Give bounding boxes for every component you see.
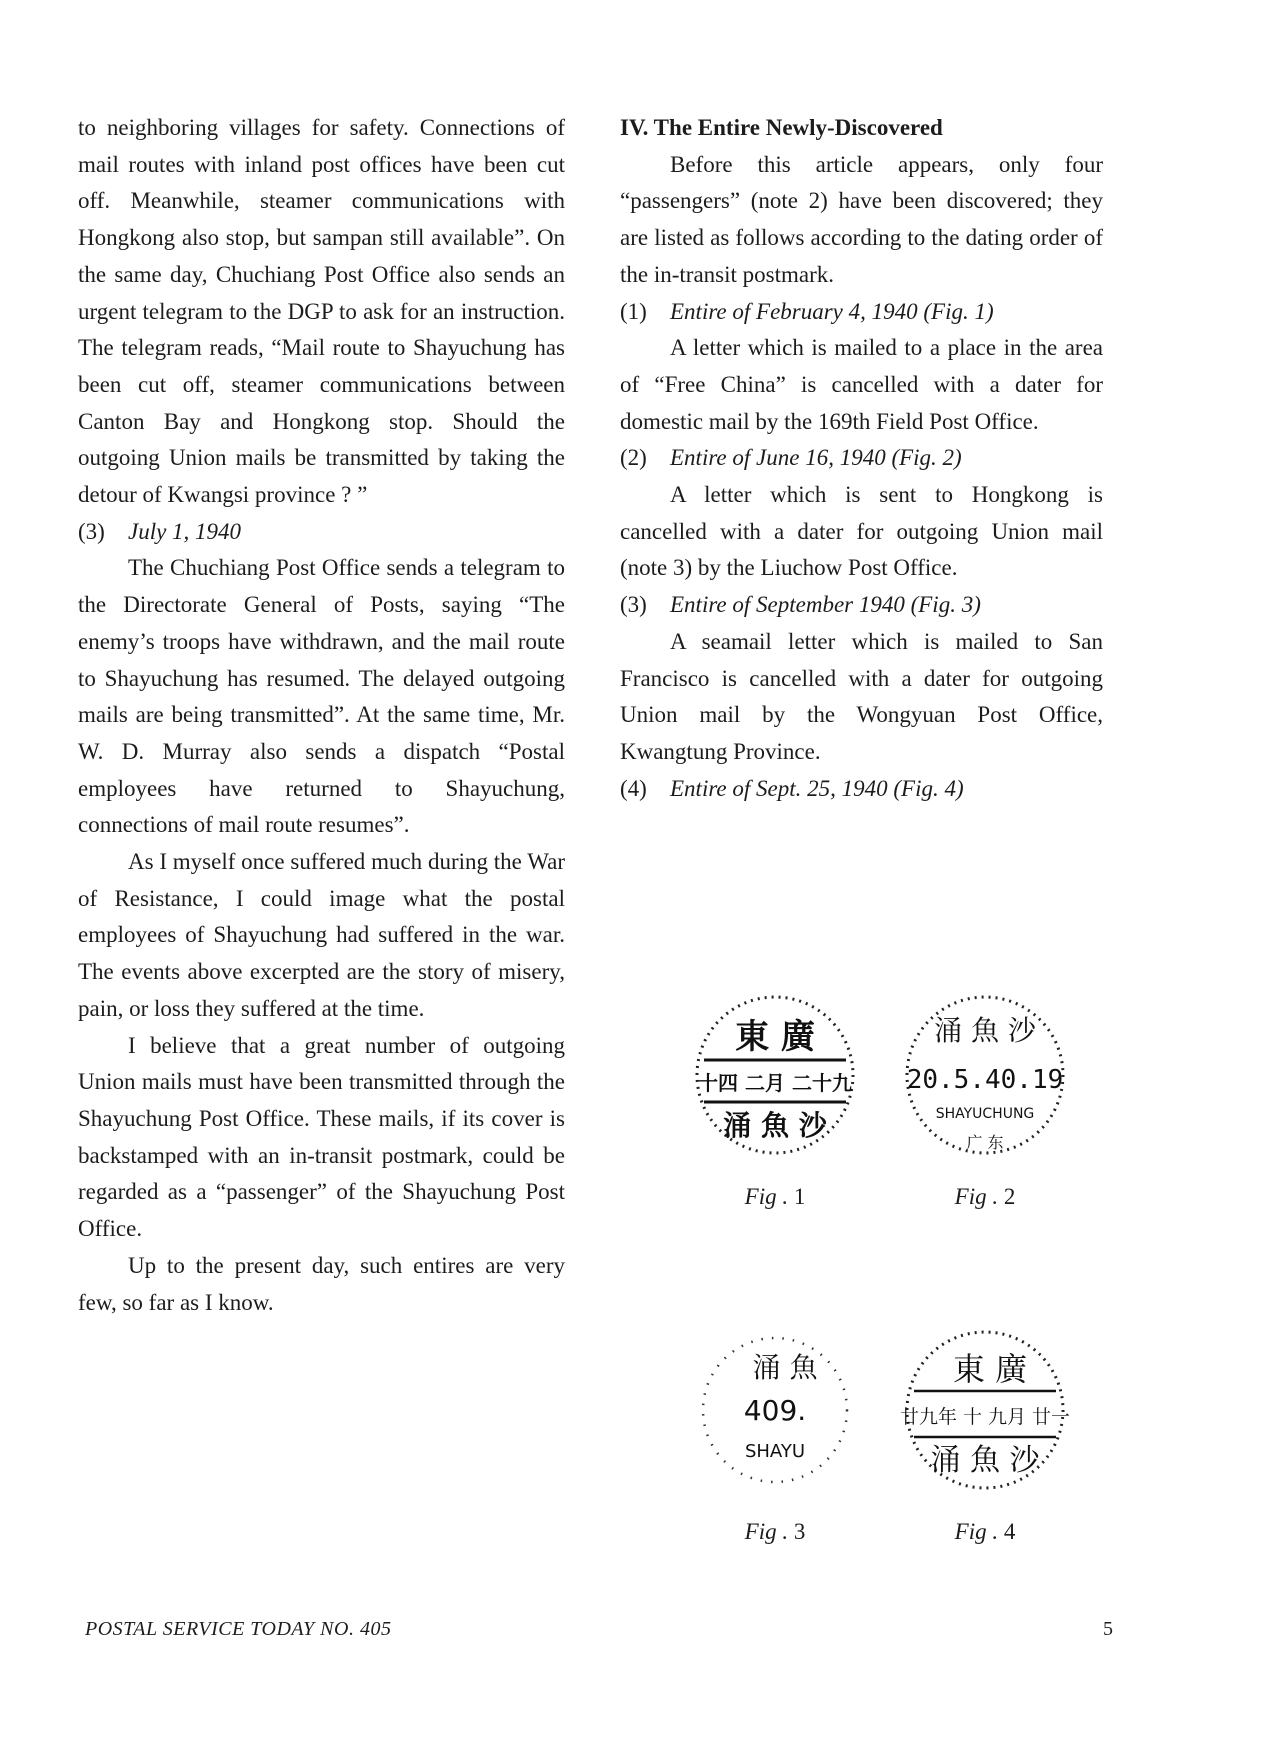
postmark-image [900, 990, 1070, 1170]
item-number: (4) [620, 775, 647, 801]
item-title: July 1, 1940 [128, 518, 242, 544]
item-number: (1) [620, 298, 647, 324]
paragraph: A seamail letter which is mailed to San Francisco is cancelled with a dater for outgoing Union mail by the Wongyuan Post Office, Kwangtung Province. [620, 628, 1103, 764]
item-title: Entire of September 1940 (Fig. 3) [670, 592, 981, 618]
left-column [78, 110, 565, 1321]
figure-caption: Fig . 4 [954, 1519, 1016, 1544]
stamp-top-text: 東 廣 [735, 1017, 815, 1057]
figure-caption: Fig . 1 [744, 1184, 806, 1209]
list-item [620, 587, 1103, 624]
stamp-bottom-text: SHAYUCHUNG [935, 1106, 1035, 1122]
fig-number: 3 [793, 1519, 806, 1544]
list-item [620, 294, 1103, 331]
item-number: (2) [620, 445, 647, 471]
stamp-extra-text: 广 东 [966, 1133, 1004, 1152]
figure-1 [685, 990, 865, 1210]
paragraph: As I myself once suffered much during the War of Resistance, I could image what the postal employees of Shayuchung had suffered in the war. The events above excerpted are the story of misery, pain, or loss they suffered at the time. [78, 849, 565, 1021]
item-title: Entire of Sept. 25, 1940 (Fig. 4) [670, 775, 964, 801]
stamp-bottom-text: 涌 魚 沙 [723, 1109, 827, 1142]
list-item [78, 514, 565, 551]
postmark-image [690, 1325, 860, 1505]
paragraph: I believe that a great number of outgoing Union mails must have been transmitted through the Shayuchung Post Office. These mails, if its cover is backstamped with an in-transit postmark, could be regarded as a “passenger” of the Shayuchung Post Office. [78, 1032, 565, 1242]
list-item [620, 771, 1103, 808]
stamp-bottom-text: SHAYU [744, 1441, 806, 1462]
fig-label: Fig [744, 1519, 777, 1544]
item-number: (3) [78, 518, 105, 544]
figure-2 [895, 990, 1075, 1210]
publication-footer: POSTAL SERVICE TODAY NO. 405 [85, 1618, 392, 1640]
stamp-middle-text: 廿九年 十 九月 廿一 [900, 1406, 1070, 1428]
paragraph: The Chuchiang Post Office sends a telegram to the Directorate General of Posts, saying “The enemy’s troops have withdrawn, and the mail route to Shayuchung has resumed. The delayed outgoing mails are being transmitted”. At the same time, Mr. W. D. Murray also sends a dispatch “Postal employees have returned to Shayuchung, connections of mail route resumes”. [78, 555, 565, 838]
fig-label: Fig [954, 1184, 987, 1209]
page-number: 5 [1103, 1618, 1113, 1640]
stamp-top-text: 涌 魚 [752, 1351, 818, 1384]
paragraph: A letter which is mailed to a place in the area of “Free China” is cancelled with a dater for domestic mail by the 169th Field Post Office. [620, 335, 1103, 434]
fig-label: Fig [744, 1184, 777, 1209]
figure-caption: Fig . 2 [954, 1184, 1016, 1209]
fig-label: Fig [954, 1519, 987, 1544]
section-heading: IV. The Entire Newly-Discovered [620, 115, 943, 140]
fig-number: 4 [1003, 1519, 1016, 1544]
right-column [620, 110, 1103, 807]
item-title: Entire of June 16, 1940 (Fig. 2) [670, 445, 962, 471]
paragraph: A letter which is sent to Hongkong is cancelled with a dater for outgoing Union mail (note 3) by the Liuchow Post Office. [620, 482, 1103, 581]
stamp-middle-text: 409. [743, 1394, 807, 1427]
list-item [620, 440, 1103, 477]
paragraph: Before this article appears, only four “passengers” (note 2) have been discovered; they are listed as follows according to the dating order of the in-transit postmark. [620, 151, 1103, 287]
paragraph: to neighboring villages for safety. Connections of mail routes with inland post offices have been cut off. Meanwhile, steamer communications with Hongkong also stop, but sampan still available”. On the same day, Chuchiang Post Office also sends an urgent telegram to the DGP to ask for an instruction. The telegram reads, “Mail route to Shayuchung has been cut off, steamer communications between Canton Bay and Hongkong stop. Should the outgoing Union mails be transmitted by taking the detour of Kwangsi province ? ” [78, 115, 565, 508]
figure-3 [685, 1325, 865, 1545]
stamp-middle-text: 20.5.40.19 [906, 1065, 1064, 1095]
paragraph: Up to the present day, such entires are very few, so far as I know. [78, 1252, 565, 1315]
stamp-top-text: 東 廣 [952, 1350, 1028, 1388]
figure-4 [895, 1325, 1075, 1545]
postmark-image [690, 990, 860, 1170]
item-number: (3) [620, 592, 647, 618]
item-title: Entire of February 4, 1940 (Fig. 1) [670, 298, 994, 324]
stamp-top-text: 涌 魚 沙 [934, 1014, 1036, 1047]
figure-caption: Fig . 3 [744, 1519, 806, 1544]
stamp-middle-text: 十四 二月 二十九 [698, 1071, 852, 1095]
stamp-bottom-text: 涌 魚 沙 [930, 1443, 1040, 1478]
fig-number: 2 [1003, 1184, 1016, 1209]
fig-number: 1 [793, 1184, 806, 1209]
postmark-image [900, 1325, 1070, 1505]
